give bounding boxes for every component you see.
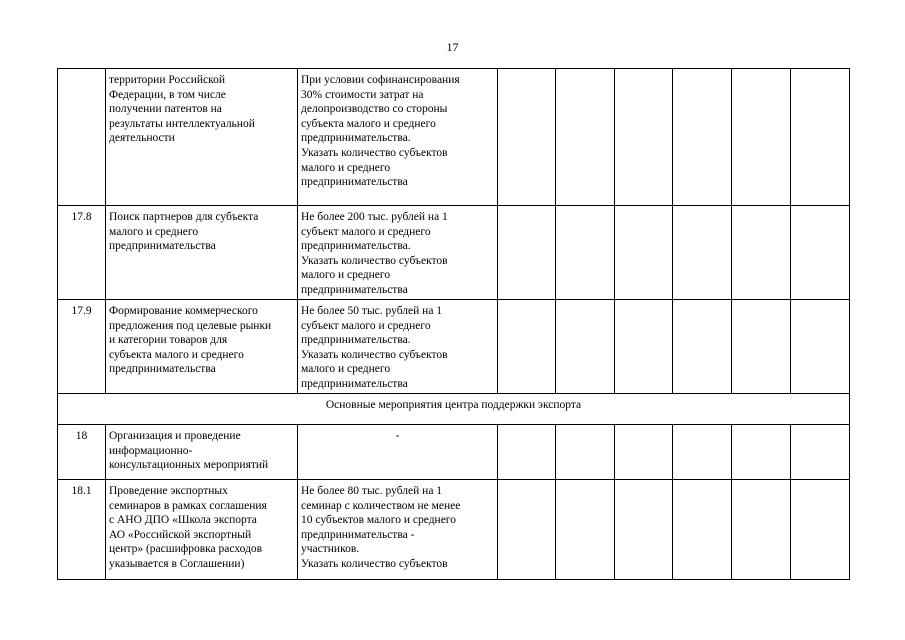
empty-cell	[556, 480, 615, 580]
empty-cell	[791, 480, 850, 580]
empty-cell	[498, 69, 556, 206]
item-name-line: Федерации, в том числе	[109, 88, 226, 101]
item-condition-line: субъекта малого и среднего	[301, 117, 436, 130]
item-name-line: малого и среднего	[109, 225, 199, 238]
empty-cell	[615, 425, 673, 480]
item-number: 17.8	[58, 206, 106, 300]
item-condition-line: Не более 80 тыс. рублей на 1	[301, 485, 443, 497]
item-name	[106, 300, 298, 394]
item-condition-line: 10 субъектов малого и среднего	[301, 514, 456, 527]
item-condition-line: предпринимательства	[301, 283, 408, 296]
item-condition-line: Указать количество субъектов	[301, 557, 448, 570]
table-row	[58, 69, 850, 206]
empty-cell	[556, 300, 615, 394]
empty-cell	[615, 300, 673, 394]
item-name-line: предпринимательства	[109, 363, 216, 376]
empty-cell	[673, 69, 732, 206]
item-name-line: предпринимательства	[109, 240, 216, 253]
item-name-line: результаты интеллектуальной	[109, 117, 255, 130]
item-condition	[298, 300, 498, 394]
item-name	[106, 206, 298, 300]
item-condition-line: субъект малого и среднего	[301, 225, 431, 238]
empty-cell	[498, 300, 556, 394]
empty-cell	[732, 300, 791, 394]
item-name-line: получении патентов на	[109, 103, 222, 116]
page-number: 17	[446, 40, 459, 54]
item-name	[106, 480, 298, 580]
item-condition-line: Указать количество субъектов	[301, 254, 448, 267]
item-name-line: консультационных мероприятий	[109, 459, 269, 472]
item-number: 18.1	[58, 480, 106, 580]
item-number: 18	[58, 425, 106, 480]
item-condition-line: предпринимательства	[301, 377, 408, 390]
item-name-line: территории Российской	[109, 74, 226, 86]
item-number	[58, 69, 106, 206]
item-name-line: Проведение экспортных	[109, 485, 228, 497]
table-body	[58, 69, 850, 580]
item-name-line: указывается в Соглашении)	[109, 557, 245, 570]
empty-cell	[673, 206, 732, 300]
empty-cell	[498, 480, 556, 580]
empty-cell	[732, 480, 791, 580]
item-name-line: предложения под целевые рынки	[109, 319, 272, 332]
measures-table	[57, 68, 850, 580]
item-name-line: Организация и проведение	[109, 430, 241, 442]
item-condition-line: предпринимательства	[301, 176, 408, 189]
empty-cell	[498, 206, 556, 300]
item-name-line: и категории товаров для	[109, 334, 228, 347]
table-row	[58, 206, 850, 300]
table-row	[58, 300, 850, 394]
item-name-line: информационно-	[109, 444, 193, 457]
item-condition	[298, 206, 498, 300]
table-row	[58, 480, 850, 580]
empty-cell	[556, 206, 615, 300]
item-condition-line: Не более 200 тыс. рублей на 1	[301, 211, 448, 223]
empty-cell	[615, 206, 673, 300]
item-condition-line: семинар с количеством не менее	[301, 499, 461, 512]
item-condition-line: малого и среднего	[301, 269, 391, 282]
empty-cell	[556, 425, 615, 480]
item-name-line: деятельности	[109, 132, 175, 145]
item-condition	[298, 425, 498, 480]
empty-cell	[791, 300, 850, 394]
empty-cell	[791, 425, 850, 480]
item-name-line: с АНО ДПО «Школа экспорта	[109, 514, 257, 527]
item-condition-line: участников.	[301, 543, 360, 556]
item-condition	[298, 69, 498, 206]
empty-cell	[791, 206, 850, 300]
item-condition-line: предпринимательства.	[301, 240, 411, 253]
item-condition-line: малого и среднего	[301, 363, 391, 376]
section-title: Основные мероприятия центра поддержки экспорта	[58, 394, 850, 425]
empty-cell	[498, 425, 556, 480]
empty-cell	[615, 480, 673, 580]
item-name	[106, 425, 298, 480]
item-condition-line: Указать количество субъектов	[301, 348, 448, 361]
empty-cell	[615, 69, 673, 206]
item-name-line: субъекта малого и среднего	[109, 348, 244, 361]
empty-cell	[673, 300, 732, 394]
item-condition-line: Не более 50 тыс. рублей на 1	[301, 305, 443, 317]
item-condition-line: делопроизводство со стороны	[301, 103, 448, 116]
item-name	[106, 69, 298, 206]
empty-cell	[791, 69, 850, 206]
empty-cell	[732, 69, 791, 206]
table-row	[58, 425, 850, 480]
empty-cell	[673, 425, 732, 480]
item-condition-line: Указать количество субъектов	[301, 146, 448, 159]
item-name-line: Формирование коммерческого	[109, 305, 258, 317]
section-row	[58, 394, 850, 425]
item-condition-line: -	[395, 430, 400, 442]
item-condition-line: предпринимательства -	[301, 528, 415, 541]
item-condition-line: малого и среднего	[301, 161, 391, 174]
item-condition-line: 30% стоимости затрат на	[301, 88, 424, 101]
item-name-line: Поиск партнеров для субъекта	[109, 211, 259, 223]
empty-cell	[556, 69, 615, 206]
empty-cell	[732, 206, 791, 300]
item-name-line: центр» (расшифровка расходов	[109, 543, 263, 556]
item-condition-line: При условии софинансирования	[301, 74, 460, 86]
empty-cell	[673, 480, 732, 580]
item-condition-line: субъект малого и среднего	[301, 319, 431, 332]
item-number: 17.9	[58, 300, 106, 394]
empty-cell	[732, 425, 791, 480]
item-name-line: семинаров в рамках соглашения	[109, 499, 267, 512]
item-condition	[298, 480, 498, 580]
item-name-line: АО «Российской экспортный	[109, 528, 252, 541]
item-condition-line: предпринимательства.	[301, 132, 411, 145]
item-condition-line: предпринимательства.	[301, 334, 411, 347]
